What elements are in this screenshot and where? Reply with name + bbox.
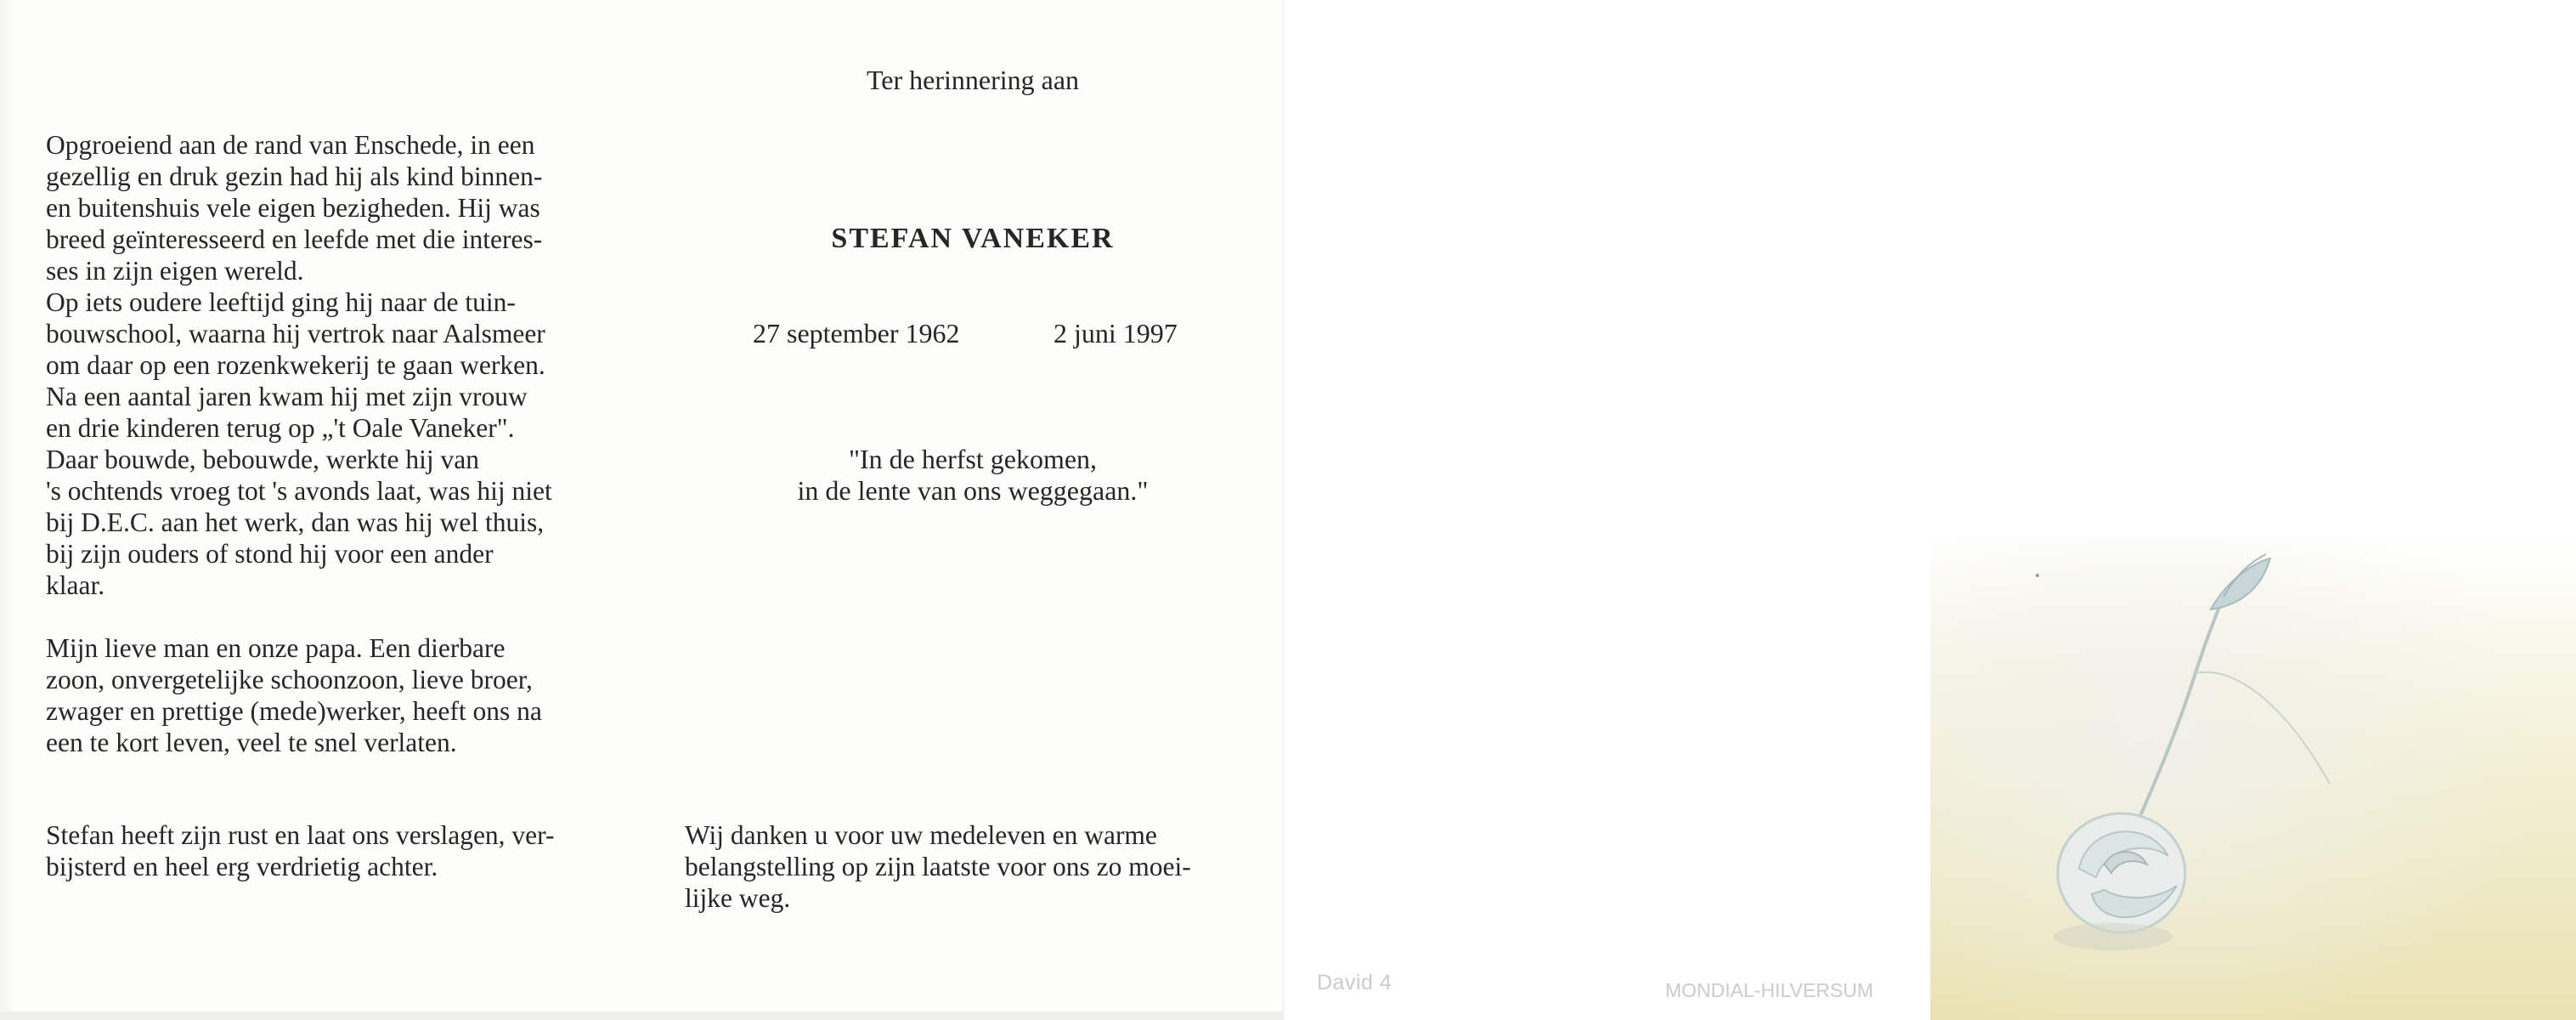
farewell-paragraph: Stefan heeft zijn rust en laat ons verslagen, ver- bijsterd en heel erg verdrietig achter. — [46, 820, 555, 881]
deceased-name: STEFAN VANEKER — [831, 223, 1115, 254]
rose-illustration — [1930, 537, 2576, 1020]
biography-paragraph: Opgroeiend aan de rand van Enschede, in een gezellig en druk gezin had hij als kind binnen- en buitenshuis vele eigen bezigheden. Hij was breed geïnteresseerd en leefde met die interes- ses in zijn eigen wereld. Op iets oudere leeftijd ging hij naar de tuin- bouwschool, waarna hij vertrok naar Aalsmeer om daar op een rozenkwekerij te gaan werken. Na een aantal jaren kwam hij met zijn vrouw en drie kinderen terug op „'t Oale Vaneker". Daar bouwde, bebouwde, werkte hij van 's ochtends vroeg tot 's avonds laat, was hij niet bij D.E.C. aan het werk, dan was hij wel thuis, bij zijn ouders of stond hij voor een ander klaar. — [46, 130, 552, 600]
poem-line: "In de herfst gekomen, — [848, 444, 1098, 474]
poem-line: in de lente van ons weggegaan." — [797, 475, 1149, 506]
card-code-label: David 4 — [1317, 971, 1393, 994]
birth-date: 27 september 1962 — [753, 318, 960, 348]
intro-heading: Ter herinnering aan — [866, 65, 1080, 95]
thanks-paragraph: Wij danken u voor uw medeleven en warme belangstelling op zijn laatste voor ons zo moei- lijke weg. — [685, 820, 1191, 913]
tribute-paragraph: Mijn lieve man en onze papa. Een dierbare zoon, onvergetelijke schoonzoon, lieve broer, zwager en prettige (mede)werker, heeft ons na een te kort leven, veel te snel verlaten. — [46, 633, 542, 757]
death-date: 2 juni 1997 — [1054, 318, 1178, 348]
printer-label: MONDIAL-HILVERSUM — [1665, 979, 1873, 1001]
card-inside-panel — [0, 0, 1285, 1020]
